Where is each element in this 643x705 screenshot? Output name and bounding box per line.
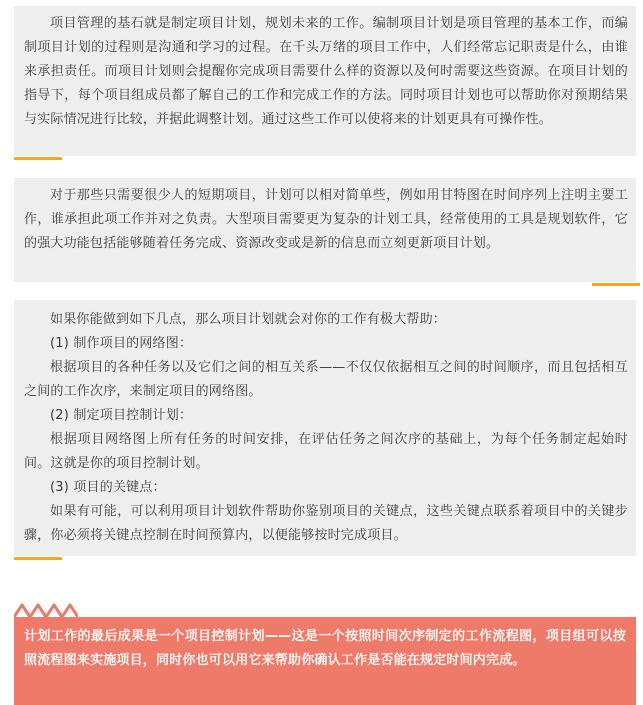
intro-text: 如果你能做到如下几点，那么项目计划就会对你的工作有极大帮助： (50, 312, 447, 327)
paragraph-text: 项目管理的基石就是制定项目计划，规划未来的工作。编制项目计划是项目管理的基本工作，而编制项目计划的过程则是沟通和学习的过程。在千头万绪的项目工作中，人们经常忘记职责是什么，由谁来承担责任。而项目计划则会提醒你完成项目需要什么样的资源以及何时需要这些资源。在项目计划的指导下，每个项目组成员都了解自己的工作和完成工作的方法。同时项目计划也可以帮助你对预期结果与实际情况进行比较，并据此调整计划。通过这些工作可以使将来的计划更具有可操作性。 (24, 16, 628, 127)
banner-text: 计划工作的最后成果是一个项目控制计划——这是一个按照时间次序制定的工作流程图，项目组可以按照流程图来实施项目，同时你也可以用它来帮助你确认工作是否能在规定时间内完成。 (24, 629, 626, 668)
item-body: 如果有可能，可以利用项目计划软件帮助你鉴别项目的关键点，这些关键点联系着项目中的关键步骤，你必须将关键点控制在时间预算内，以便能够按时完成项目。 (24, 504, 628, 543)
paragraph-card-1 (14, 6, 636, 156)
item-body: 根据项目的各种任务以及它们之间的相互关系——不仅仅依据相互之间的时间顺序，而且包括相互之间的工作次序，来制定项目的网络图。 (24, 360, 628, 399)
item-heading: (3) 项目的关键点： (50, 480, 166, 495)
paragraph-text: 对于那些只需要很少人的短期项目，计划可以相对简单些，例如用甘特图在时间序列上注明主要工作，谁承担此项工作并对之负责。大型项目需要更为复杂的计划工具，经常使用的工具是规划软件，它的强大功能包括能够随着任务完成、资源改变或是新的信息而立刻更新项目计划。 (24, 188, 628, 251)
item-body: 根据项目网络图上所有任务的时间安排，在评估任务之间次序的基础上，为每个任务制定起始时间。这就是你的项目控制计划。 (24, 432, 628, 471)
accent-bar (592, 283, 640, 286)
paragraph-card-2 (14, 178, 636, 282)
summary-banner (14, 617, 636, 705)
item-heading: (1) 制作项目的网络图： (50, 336, 193, 351)
accent-bar (14, 557, 62, 560)
item-heading: (2) 制定项目控制计划： (50, 408, 193, 423)
paragraph-card-3 (14, 300, 636, 556)
accent-bar (14, 157, 62, 160)
